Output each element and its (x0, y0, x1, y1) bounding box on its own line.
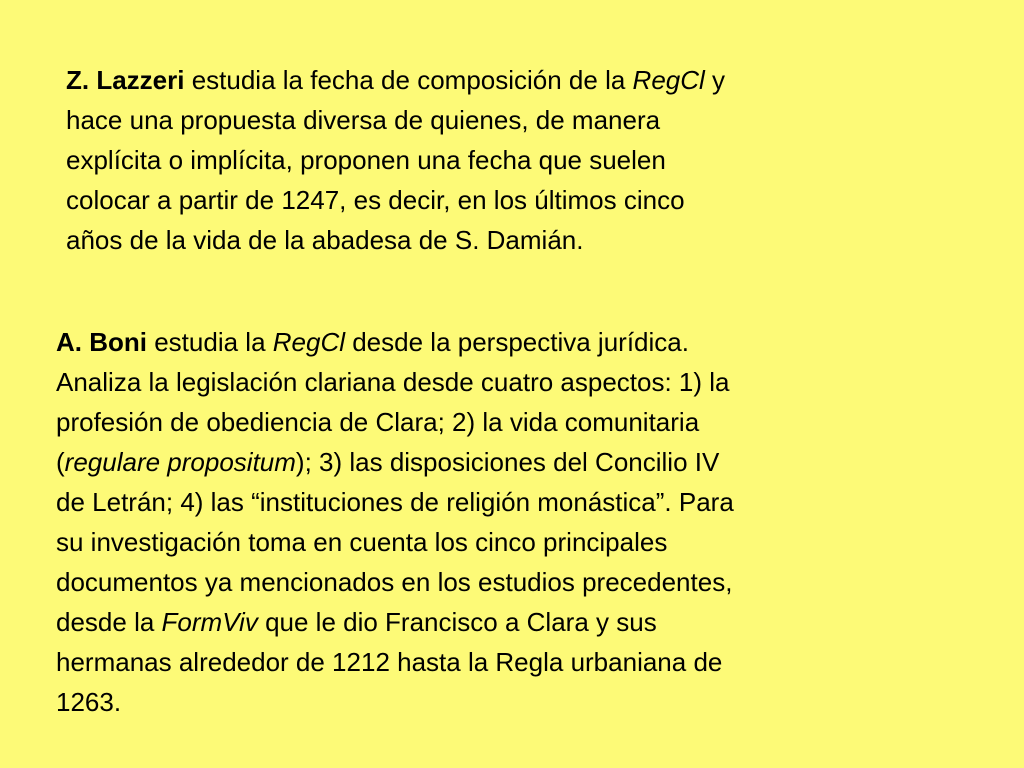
latin-term: regulare propositum (64, 447, 296, 477)
abbreviation: RegCl (272, 327, 345, 357)
text-line: Analiza la legislación clariana desde cuatro aspectos: 1) la (56, 367, 730, 397)
paragraph-lazzeri (66, 60, 946, 260)
text-line: colocar a partir de 1247, es decir, en los últimos cinco (66, 185, 685, 215)
text-line: profesión de obediencia de Clara; 2) la vida comunitaria (56, 407, 700, 437)
author-name: A. Boni (56, 327, 147, 357)
text-line: años de la vida de la abadesa de S. Damián. (66, 225, 584, 255)
author-name: Z. Lazzeri (66, 65, 185, 95)
text-line: hace una propuesta diversa de quienes, de manera (66, 105, 661, 135)
abbreviation: FormViv (161, 607, 258, 637)
text-line: A. Boni estudia la RegCl desde la perspectiva jurídica. (56, 327, 689, 357)
text-line: su investigación toma en cuenta los cinco principales (56, 527, 668, 557)
text-line: Z. Lazzeri estudia la fecha de composición de la RegCl y (66, 65, 726, 95)
abbreviation: RegCl (632, 65, 705, 95)
text-line: de Letrán; 4) las “instituciones de religión monástica”. Para (56, 487, 734, 517)
paragraph-boni (56, 322, 976, 722)
text-line: desde la FormViv que le dio Francisco a Clara y sus (56, 607, 657, 637)
text-line: explícita o implícita, proponen una fecha que suelen (66, 145, 666, 175)
text-line: documentos ya mencionados en los estudios precedentes, (56, 567, 733, 597)
text-line: hermanas alrededor de 1212 hasta la Regla urbaniana de (56, 647, 723, 677)
text-line: 1263. (56, 687, 122, 717)
text-line: (regulare propositum); 3) las disposiciones del Concilio IV (56, 447, 720, 477)
